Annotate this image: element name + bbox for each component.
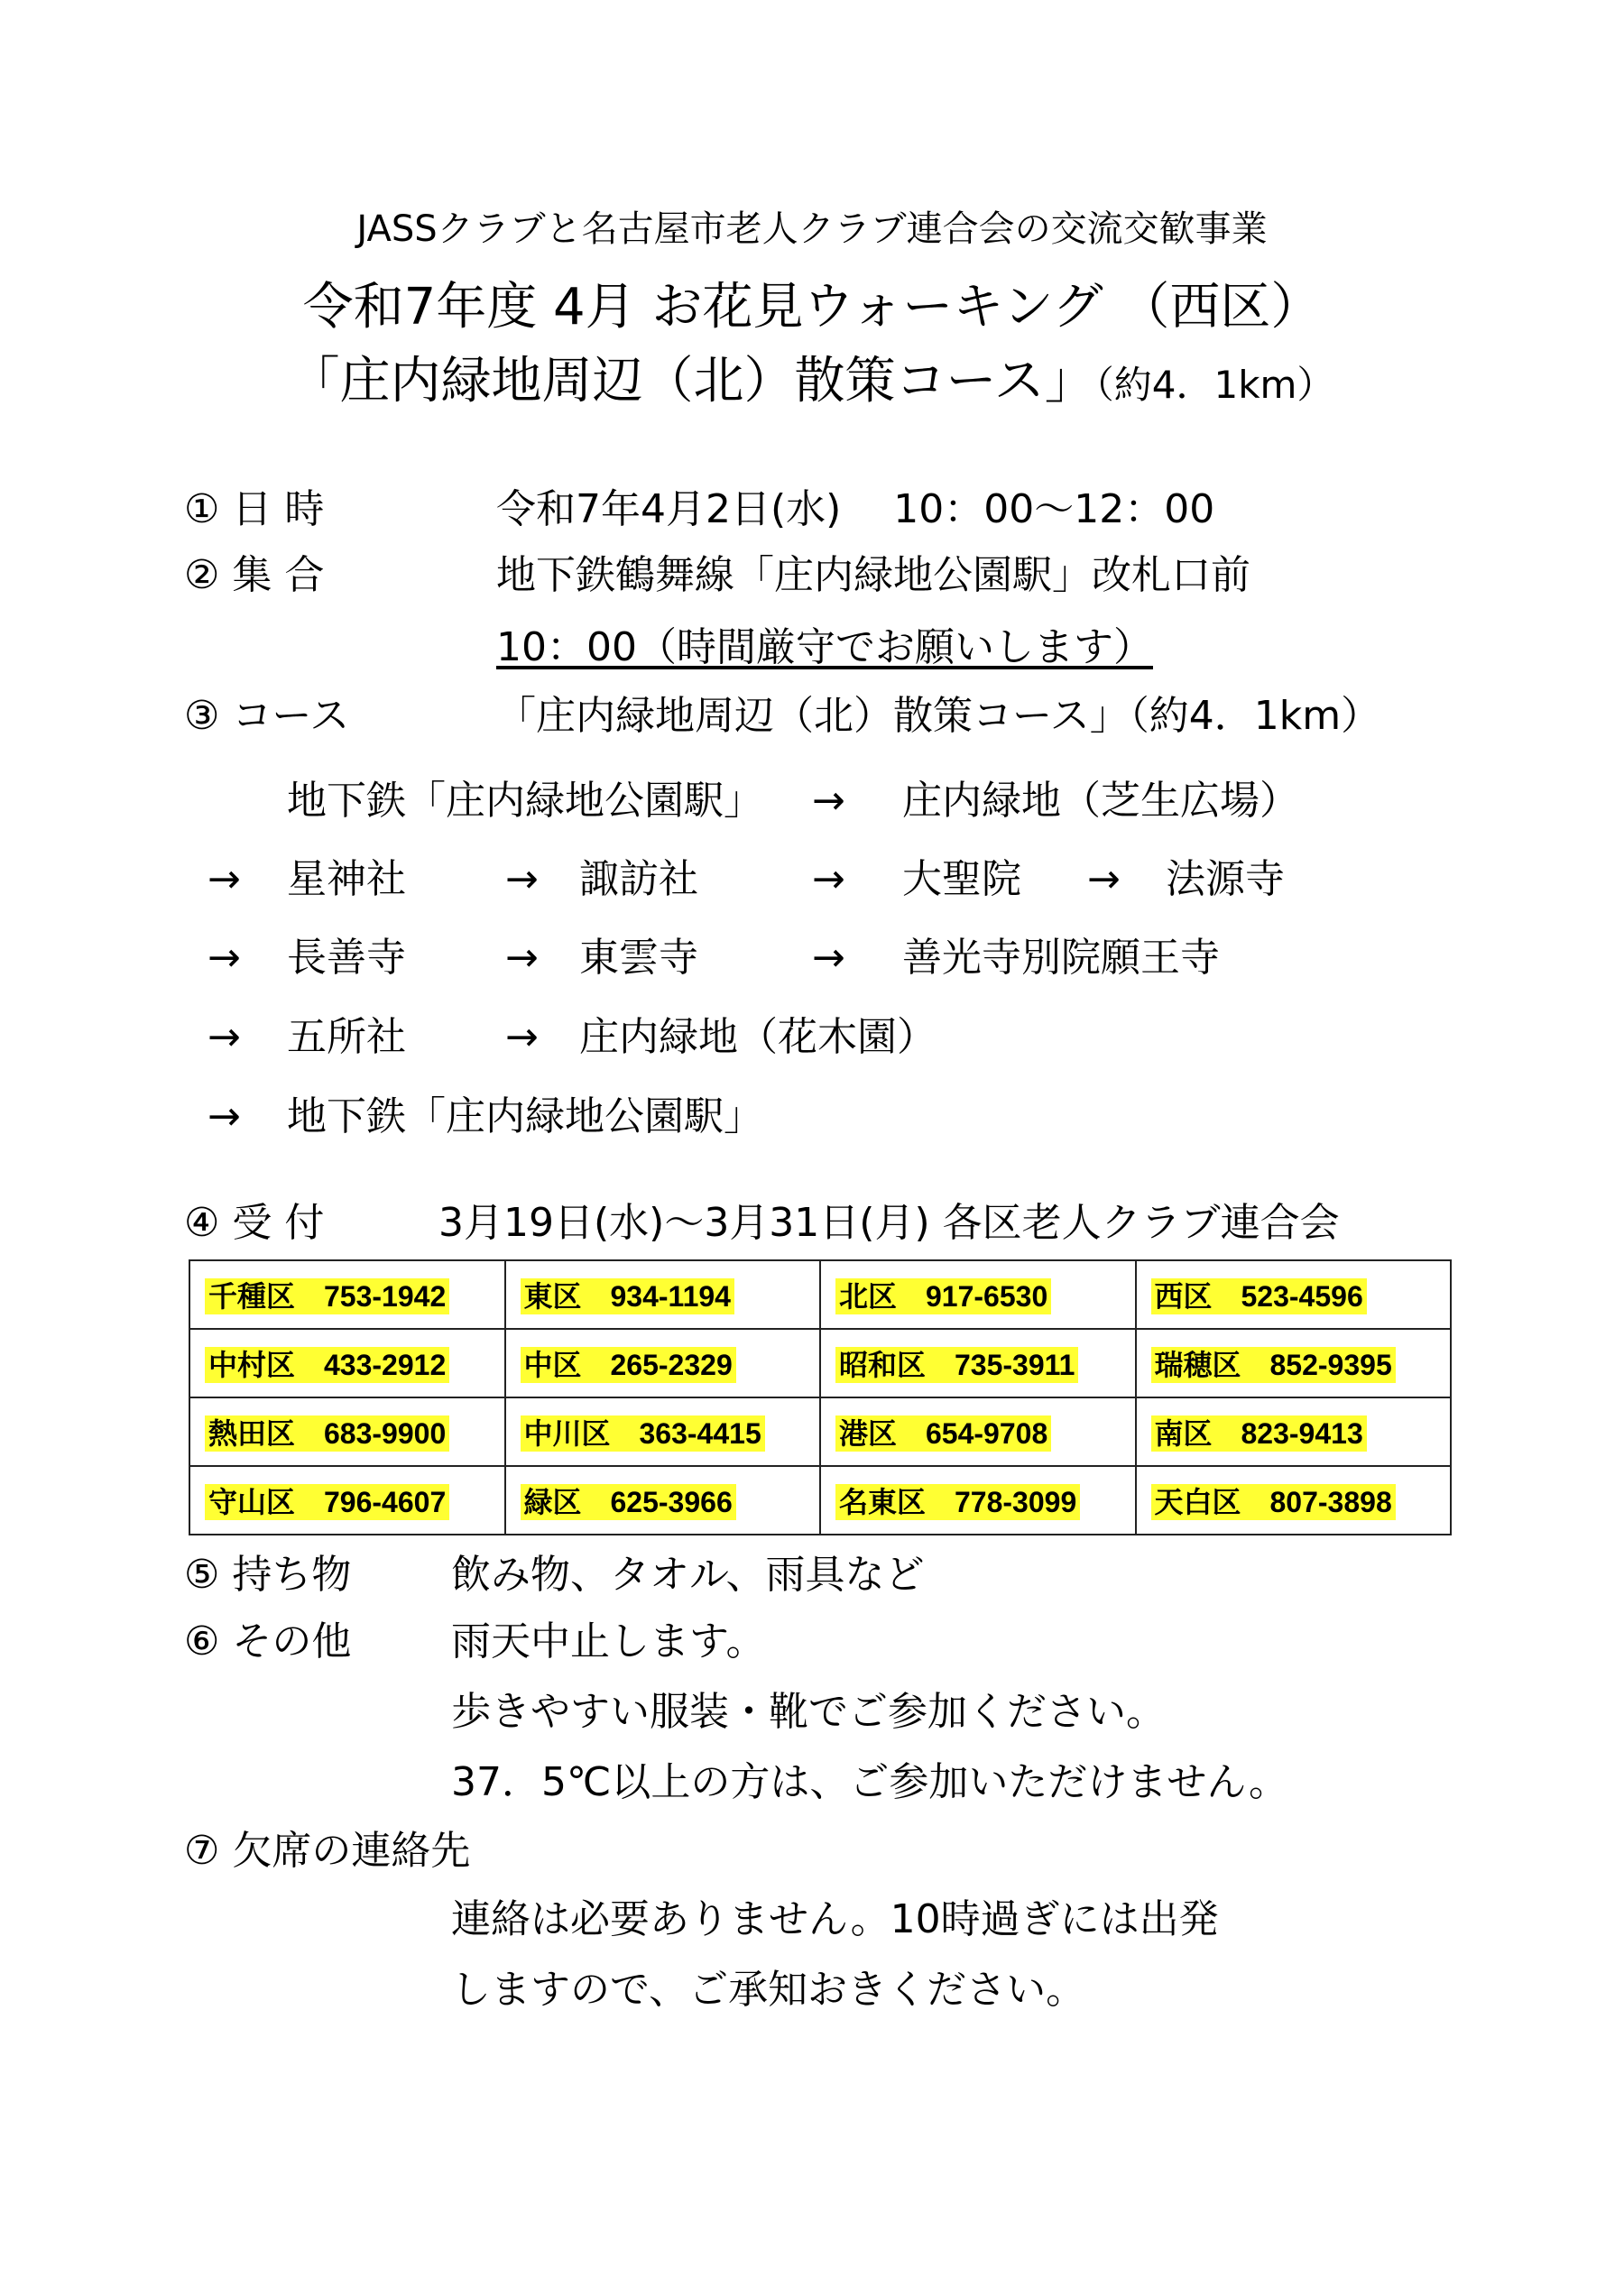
phone-entry: 昭和区 735-3911	[835, 1347, 1078, 1383]
route-stop: 法源寺	[1166, 856, 1285, 902]
route-stop: 地下鉄「庄内緑地公園駅」	[287, 1093, 763, 1139]
phone-entry: 天白区 807-3898	[1151, 1484, 1396, 1520]
phone-entry: 緑区 625-3966	[521, 1484, 736, 1520]
table-cell	[820, 1466, 1136, 1535]
other-line: 歩きやすい服装・靴でご参加ください。	[451, 1689, 1166, 1735]
table-cell	[505, 1466, 821, 1535]
table-cell	[189, 1397, 505, 1466]
absence-line: しますので、ご承知おきください。	[451, 1967, 1086, 2013]
reception-value: 3月19日(水)～3月31日(月) 各区老人クラブ連合会	[438, 1200, 1340, 1246]
route-stop: 長善寺	[287, 935, 406, 981]
meeting-value: 地下鉄鶴舞線「庄内緑地公園駅」改札口前	[496, 552, 1250, 598]
other-line: 37．5℃以上の方は、ご参加いただけません。	[451, 1759, 1289, 1805]
route-stop: 五所社	[287, 1014, 406, 1060]
belongings-value: 飲み物、タオル、雨具など	[451, 1552, 925, 1598]
phone-entry: 中区 265-2329	[521, 1347, 736, 1383]
route-stop: 庄内緑地（花木園）	[579, 1014, 937, 1060]
datetime-value: 令和7年4月2日(水) 10：00～12：00	[496, 486, 1215, 532]
route-stop: 諏訪社	[579, 856, 698, 902]
phone-entry: 瑞穂区 852-9395	[1151, 1347, 1396, 1383]
course-title	[0, 341, 1624, 413]
table-cell	[505, 1329, 821, 1397]
belongings-label: ⑤ 持ち物	[184, 1552, 352, 1598]
route-stop: 東雲寺	[579, 935, 698, 981]
phone-entry: 千種区 753-1942	[205, 1278, 449, 1314]
table-cell	[820, 1260, 1136, 1329]
table-row	[189, 1397, 1451, 1466]
table-row	[189, 1329, 1451, 1397]
table-cell	[505, 1397, 821, 1466]
table-cell	[1136, 1466, 1452, 1535]
meeting-label: ② 集 合	[184, 552, 325, 598]
phone-entry: 北区 917-6530	[835, 1278, 1051, 1314]
route-arrow: →	[505, 856, 539, 902]
other-label: ⑥ その他	[184, 1618, 352, 1664]
phone-entry: 中村区 433-2912	[205, 1347, 449, 1383]
phone-entry: 中川区 363-4415	[521, 1415, 765, 1452]
table-cell	[1136, 1329, 1452, 1397]
route-arrow: →	[812, 935, 845, 981]
event-title: 令和7年度 4月 お花見ウォーキング （西区）	[302, 278, 1322, 337]
route-arrow: →	[505, 935, 539, 981]
phone-entry: 東区 934-1194	[521, 1278, 734, 1314]
meeting-note: 10：00（時間厳守でお願いします）	[496, 624, 1153, 670]
table-cell	[189, 1329, 505, 1397]
route-stop: 庄内緑地（芝生広場）	[902, 778, 1299, 824]
other-line: 雨天中止します。	[451, 1618, 766, 1664]
route-arrow: →	[208, 1014, 241, 1060]
phone-table	[189, 1259, 1452, 1535]
reception-label: ④ 受 付	[184, 1200, 325, 1246]
course-label: ③ コース	[184, 693, 350, 739]
table-cell	[189, 1466, 505, 1535]
course-name: 「庄内緑地周辺（北）散策コース」	[289, 352, 1095, 410]
table-cell	[1136, 1260, 1452, 1329]
absence-label: ⑦ 欠席の連絡先	[184, 1828, 471, 1874]
table-cell	[1136, 1397, 1452, 1466]
route-arrow: →	[208, 856, 241, 902]
event-subtitle: JASSクラブと名古屋市老人クラブ連合会の交流交歓事業	[356, 208, 1268, 250]
table-cell	[189, 1260, 505, 1329]
table-row	[189, 1260, 1451, 1329]
route-stop: 大聖院	[902, 856, 1021, 902]
datetime-label: ① 日 時	[184, 486, 325, 532]
route-arrow: →	[208, 1093, 241, 1139]
table-row	[189, 1466, 1451, 1535]
route-stop: 善光寺別院願王寺	[902, 935, 1220, 981]
route-arrow: →	[1087, 856, 1121, 902]
absence-line: 連絡は必要ありません。10時過ぎには出発	[451, 1896, 1219, 1942]
route-arrow: →	[812, 778, 845, 824]
phone-entry: 守山区 796-4607	[205, 1484, 449, 1520]
table-cell	[505, 1260, 821, 1329]
route-arrow: →	[505, 1014, 539, 1060]
table-cell	[820, 1329, 1136, 1397]
table-cell	[820, 1397, 1136, 1466]
route-start: 地下鉄「庄内緑地公園駅」	[287, 778, 763, 824]
phone-entry: 名東区 778-3099	[835, 1484, 1080, 1520]
course-value: 「庄内緑地周辺（北）散策コース」（約4．1km）	[496, 693, 1381, 739]
phone-entry: 西区 523-4596	[1151, 1278, 1367, 1314]
phone-entry: 熱田区 683-9900	[205, 1415, 449, 1452]
course-distance: （約4．1km）	[1094, 363, 1335, 407]
route-arrow: →	[812, 856, 845, 902]
route-stop: 星神社	[287, 856, 406, 902]
phone-entry: 南区 823-9413	[1151, 1415, 1367, 1452]
phone-entry: 港区 654-9708	[835, 1415, 1051, 1452]
route-arrow: →	[208, 935, 241, 981]
